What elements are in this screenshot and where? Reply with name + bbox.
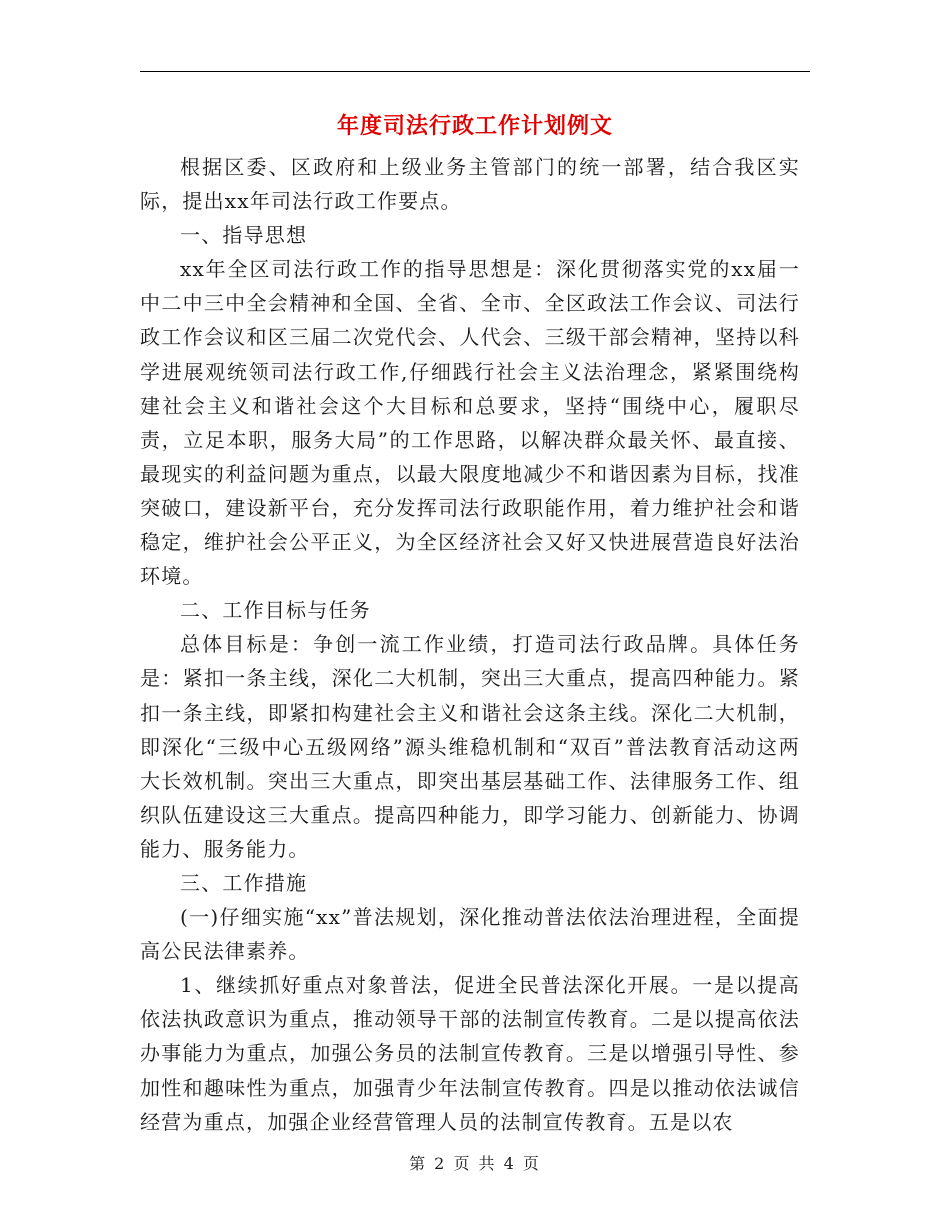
paragraph-measure-1-item-1: 1、继续抓好重点对象普法，促进全民普法深化开展。一是以提高依法执政意识为重点，推动领导干部的法制宣传教育。二是以提高依法办事能力为重点，加强公务员的法制宣传教育。三是以增强引导性、参加性和趣味性为重点，加强青少年法制宣传教育。四是以推动依法诚信经营为重点，加强企业经营管理人员的法制宣传教育。五是以农 [140, 973, 800, 1134]
section-heading-guiding-ideology: 一、指导思想 [180, 223, 308, 248]
paragraph-goals-tasks: 总体目标是：争创一流工作业绩，打造司法行政品牌。具体任务是：紧扣一条主线，深化二大机制，突出三大重点，提高四种能力。紧扣一条主线，即紧扣构建社会主义和谐社会这条主线。深化二大机制，即深化“三级中心五级网络”源头维稳机制和“双百”普法教育活动这两大长效机制。突出三大重点，即突出基层基础工作、法律服务工作、组织队伍建设这三大重点。提高四种能力，即学习能力、创新能力、协调能力、服务能力。 [140, 632, 800, 861]
document-title: 年度司法行政工作计划例文 [336, 113, 613, 139]
document-body [140, 150, 800, 1139]
paragraph-intro: 根据区委、区政府和上级业务主管部门的统一部署，结合我区实际，提出xx年司法行政工作要点。 [140, 155, 800, 214]
header-rule [140, 71, 810, 72]
section-heading-goals-tasks: 二、工作目标与任务 [180, 598, 371, 623]
section-heading-measures: 三、工作措施 [180, 870, 308, 895]
page-number: 第 2 页 共 4 页 [409, 1154, 541, 1173]
paragraph-measure-1: (一)仔细实施“xx”普法规划，深化推动普法依法治理进程，全面提高公民法律素养。 [140, 905, 800, 964]
paragraph-guiding-ideology: xx年全区司法行政工作的指导思想是：深化贯彻落实党的xx届一中二中三中全会精神和全国、全省、全市、全区政法工作会议、司法行政工作会议和区三届二次党代会、人代会、三级干部会精神，坚持以科学进展观统领司法行政工作,仔细践行社会主义法治理念，紧紧围绕构建社会主义和谐社会这个大目标和总要求，坚持“围绕中心，履职尽责，立足本职，服务大局”的工作思路，以解决群众最关怀、最直接、最现实的利益问题为重点，以最大限度地减少不和谐因素为目标，找准突破口，建设新平台，充分发挥司法行政职能作用，着力维护社会和谐稳定，维护社会公平正义，为全区经济社会又好又快进展营造良好法治环境。 [140, 257, 800, 589]
